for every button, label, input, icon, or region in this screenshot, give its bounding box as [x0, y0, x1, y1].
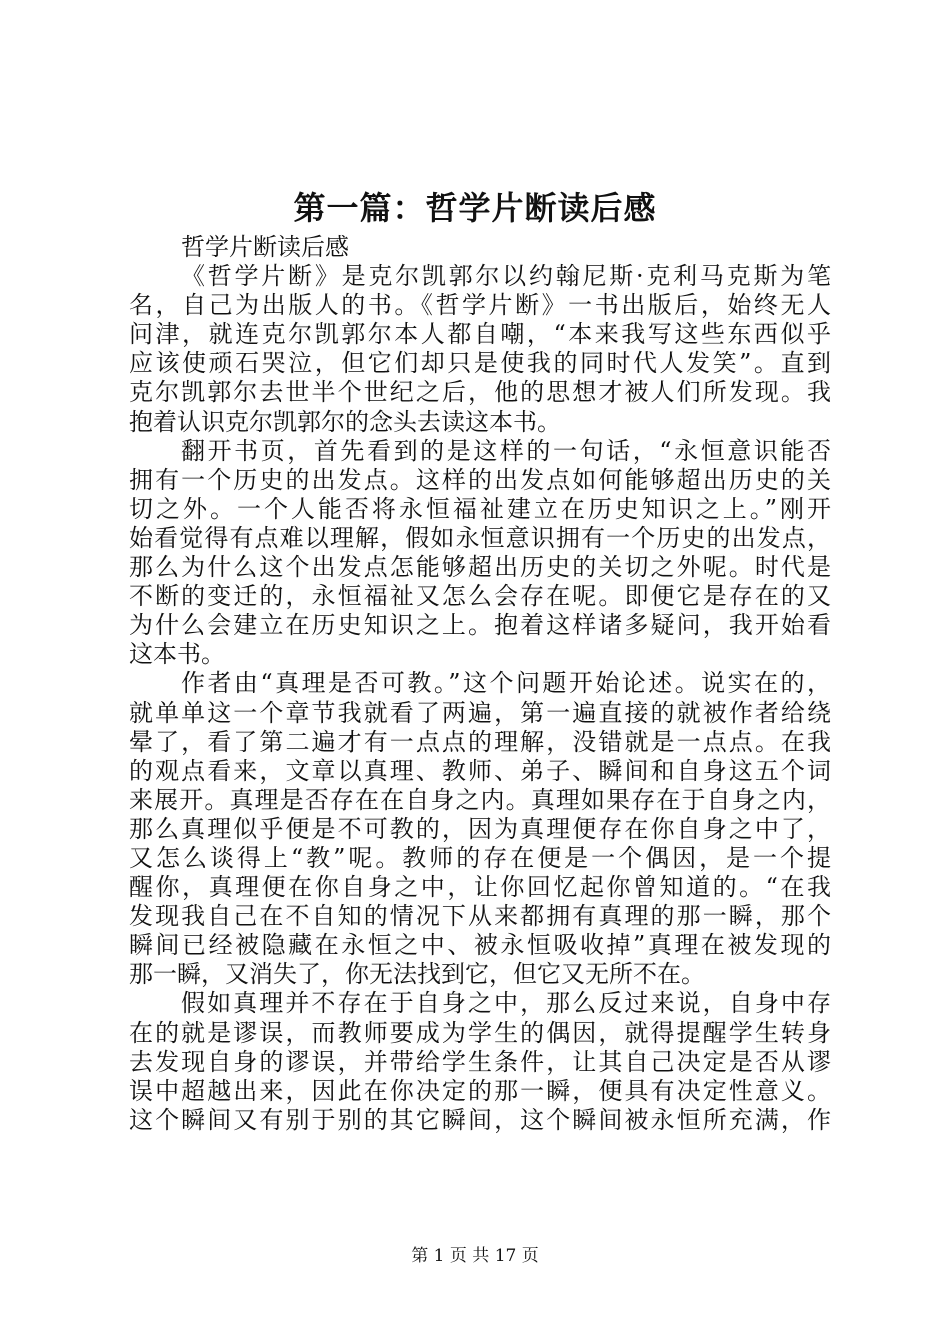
text-line: 克尔凯郭尔去世半个世纪之后，他的思想才被人们所发现。我	[129, 378, 831, 407]
text-line: 为什么会建立在历史知识之上。抱着这样诸多疑问，我开始看	[129, 611, 831, 640]
text-line: 切之外。一个人能否将永恒福祉建立在历史知识之上。”刚开	[129, 494, 831, 523]
text-line: 瞬间已经被隐藏在永恒之中、被永恒吸收掉”真理在被发现的	[129, 931, 831, 960]
text-line: 哲学片断读后感	[181, 233, 349, 261]
text-line: 名，自己为出版人的书。《哲学片断》一书出版后，始终无人	[129, 291, 831, 320]
text-line: 那么真理似乎便是不可教的，因为真理便存在你自身之中了，	[129, 814, 831, 843]
text-line: 发现我自己在不自知的情况下从来都拥有真理的那一瞬，那个	[129, 902, 831, 931]
text-line: 应该使顽石哭泣，但它们却只是使我的同时代人发笑”。直到	[129, 349, 831, 378]
text-line: 就单单这一个章节我就看了两遍，第一遍直接的就被作者给绕	[129, 698, 831, 727]
page-footer: 第 1 页 共 17 页	[411, 1246, 539, 1266]
text-line: 这本书。	[129, 640, 225, 669]
text-line: 醒你，真理便在你自身之中，让你回忆起你曾知道的。“在我	[129, 873, 831, 902]
text-line: 的观点看来，文章以真理、教师、弟子、瞬间和自身这五个词	[129, 756, 831, 785]
text-line: 拥有一个历史的出发点。这样的出发点如何能够超出历史的关	[129, 465, 831, 494]
text-line: 那么为什么这个出发点怎能够超出历史的关切之外呢。时代是	[129, 553, 831, 582]
text-line: 始看觉得有点难以理解，假如永恒意识拥有一个历史的出发点，	[129, 523, 831, 552]
document-title: 第一篇：哲学片断读后感	[293, 189, 657, 227]
text-line: 来展开。真理是否存在在自身之内。真理如果存在于自身之内，	[129, 785, 831, 814]
text-line: 不断的变迁的，永恒福祉又怎么会存在呢。即便它是存在的又	[129, 582, 831, 611]
text-line: 《哲学片断》是克尔凯郭尔以约翰尼斯·克利马克斯为笔	[181, 262, 831, 291]
text-line: 又怎么谈得上“教”呢。教师的存在便是一个偶因，是一个提	[129, 843, 831, 872]
text-line: 抱着认识克尔凯郭尔的念头去读这本书。	[129, 407, 561, 436]
text-line: 假如真理并不存在于自身之中，那么反过来说，自身中存	[181, 989, 831, 1018]
text-line: 误中超越出来，因此在你决定的那一瞬，便具有决定性意义。	[129, 1076, 831, 1105]
text-line: 去发现自身的谬误，并带给学生条件，让其自己决定是否从谬	[129, 1047, 831, 1076]
text-line: 这个瞬间又有别于别的其它瞬间，这个瞬间被永恒所充满，作	[129, 1105, 831, 1134]
document-body	[129, 233, 831, 1135]
text-line: 晕了，看了第二遍才有一点点的理解，没错就是一点点。在我	[129, 727, 831, 756]
text-line: 作者由“真理是否可教。”这个问题开始论述。说实在的，	[181, 669, 831, 698]
text-line: 在的就是谬误，而教师要成为学生的偶因，就得提醒学生转身	[129, 1018, 831, 1047]
text-line: 问津，就连克尔凯郭尔本人都自嘲，“本来我写这些东西似乎	[129, 320, 831, 349]
text-line: 那一瞬，又消失了，你无法找到它，但它又无所不在。	[129, 960, 705, 989]
text-line: 翻开书页，首先看到的是这样的一句话，“永恒意识能否	[181, 436, 831, 465]
